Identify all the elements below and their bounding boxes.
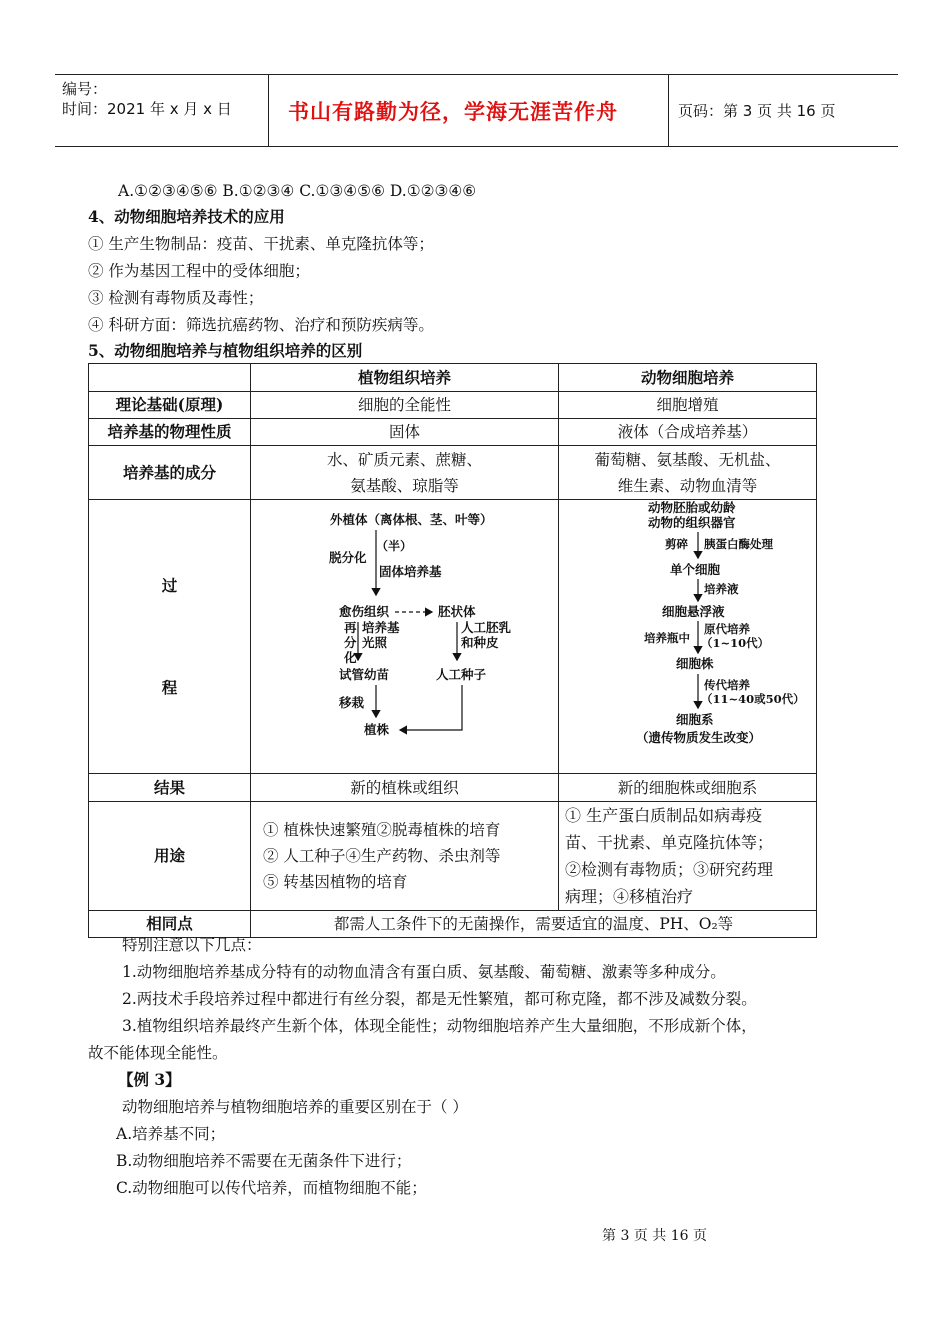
plant-process-cell [251,500,559,774]
flow-suspension: 细胞悬浮液 [661,604,725,619]
table-row [89,774,817,802]
table-row [89,802,817,911]
flow-single-cell: 单个细胞 [669,562,720,577]
section5-title: 5、动物细胞培养与植物组织培养的区别 [88,341,363,360]
table-row [89,419,817,446]
header-top-rule [55,74,898,75]
animal-medium-comp-line-1: 葡萄糖、氨基酸、无机盐、 [594,450,781,469]
example-option-c: C.动物细胞可以传代培养，而植物细胞不能； [116,1179,427,1197]
flow-source-1: 动物胚胎或幼龄 [647,500,736,515]
flow-culture-liquid: 培养液 [703,582,738,596]
section4-item-1: ① 生产生物制品：疫苗、干扰素、单克隆抗体等； [88,235,434,253]
flow-transplant: 移栽 [338,695,364,710]
flow-cell-line: 细胞系 [675,712,714,727]
plant-result: 新的植株或组织 [251,774,559,802]
flow-re: 再 [343,620,357,635]
flow-medium: 培养基 [361,620,400,635]
corner-cell [89,364,251,392]
header-page: 页码：第 3 页 共 16 页 [678,102,836,120]
section4-item-3: ③ 检测有毒物质及毒性； [88,289,264,307]
animal-medium-comp [559,446,817,500]
note-3b: 故不能体现全能性。 [88,1044,228,1062]
header-time: 时间：2021 年 x 月 x 日 [62,100,232,118]
arrow-seed-to-plant [400,685,462,730]
flow-fen: 分 [343,635,357,650]
plant-use-line-3: ⑤ 转基因植物的培育 [263,873,408,891]
flow-artificial-seed: 人工种子 [435,667,486,682]
flow-callus: 愈伤组织 [338,604,389,619]
common-text: 都需人工条件下的无菌操作，需要适宜的温度、PH、O₂等 [251,911,817,938]
col-plant-header: 植物组织培养 [251,364,559,392]
plant-use-line-2: ② 人工种子④生产药物、杀虫剂等 [263,847,501,865]
flow-cell-strain: 细胞株 [675,656,714,671]
flow-half: （半） [375,539,412,553]
example-option-b: B.动物细胞培养不需要在无菌条件下进行； [116,1152,412,1170]
flow-artificial-1: 人工胚乳 [460,620,511,635]
section4-item-2: ② 作为基因工程中的受体细胞； [88,262,310,280]
flow-hua: 化 [343,650,357,665]
row-label-result: 结果 [89,774,251,802]
animal-use-line-3: ②检测有毒物质；③研究药理 [565,860,774,879]
flow-primary-2: （1~10代） [700,636,769,650]
row-label-use: 用途 [89,802,251,911]
note-1: 1.动物细胞培养基成分特有的动物血清含有蛋白质、氨基酸、葡萄糖、激素等多种成分。 [122,963,726,981]
plant-medium-comp-line-2: 氨基酸、琼脂等 [350,476,459,495]
animal-medium-state: 液体（合成培养基） [559,419,817,446]
table-row-process [89,500,817,774]
animal-process-cell [559,500,817,774]
process-label-1: 过 [161,575,178,595]
flow-primary-1: 原代培养 [703,622,750,636]
example-question: 动物细胞培养与植物细胞培养的重要区别在于（ ） [122,1098,468,1116]
flow-cell-line-note: （遗传物质发生改变） [635,730,761,745]
flow-embryoid: 胚状体 [437,604,476,619]
flow-bottle: 培养瓶中 [643,631,690,645]
plant-flow-diagram [252,500,558,765]
header-divider-right [668,74,669,146]
table-row [89,446,817,500]
section4-item-4: ④ 科研方面：筛选抗癌药物、治疗和预防疾病等。 [88,316,434,334]
flow-sub-1: 传代培养 [703,678,750,692]
table-header-row [89,364,817,392]
animal-principle: 细胞增殖 [559,392,817,419]
row-label-medium-comp: 培养基的成分 [89,446,251,500]
animal-use-line-2: 苗、干扰素、单克隆抗体等； [565,833,774,852]
header-divider-left [268,74,269,146]
comparison-table [88,363,817,938]
flow-tube-seedling: 试管幼苗 [338,667,389,682]
example-title: 【例 3】 [118,1070,181,1089]
flow-artificial-2: 和种皮 [460,635,499,650]
flow-source-2: 动物的组织器官 [647,515,736,530]
animal-flow-diagram [560,500,816,765]
animal-use-line-4: 病理；④移植治疗 [565,887,694,906]
plant-use [251,802,559,911]
example-option-a: A.培养基不同； [116,1125,226,1143]
flow-plant: 植株 [363,722,389,737]
note-2: 2.两技术手段培养过程中都进行有丝分裂，都是无性繁殖，都可称克隆，都不涉及减数分裂。 [122,990,757,1008]
animal-use [559,802,817,911]
row-label-medium-state: 培养基的物理性质 [89,419,251,446]
footer-page: 第 3 页 共 16 页 [602,1228,707,1244]
header-bottom-rule [55,146,898,147]
row-label-principle: 理论基础(原理) [89,392,251,419]
plant-medium-comp [251,446,559,500]
animal-use-line-1: ① 生产蛋白质制品如病毒疫 [565,806,763,825]
flow-explant: 外植体（离体根、茎、叶等） [329,512,493,527]
flow-sub-2: （11~40或50代） [700,692,805,706]
header-motto: 书山有路勤为径，学海无涯苦作舟 [288,99,618,124]
row-label-process [89,500,251,774]
flow-dediff: 脱分化 [328,550,367,565]
plant-principle: 细胞的全能性 [251,392,559,419]
animal-result: 新的细胞株或细胞系 [559,774,817,802]
table-row [89,392,817,419]
plant-medium-comp-line-1: 水、矿质元素、蔗糖、 [326,450,482,469]
header-number: 编号： [62,80,108,98]
col-animal-header: 动物细胞培养 [559,364,817,392]
note-3a: 3.植物组织培养最终产生新个体，体现全能性；动物细胞培养产生大量细胞，不形成新个体， [122,1017,757,1035]
plant-medium-state: 固体 [251,419,559,446]
animal-medium-comp-line-2: 维生素、动物血清等 [617,476,758,495]
flow-solid-medium: 固体培养基 [378,564,442,579]
plant-use-line-1: ① 植株快速繁殖②脱毒植株的培育 [263,821,501,839]
answer-options: A.①②③④⑤⑥ B.①②③④ C.①③④⑤⑥ D.①②③④⑥ [118,182,477,200]
flow-trypsin: 胰蛋白酶处理 [703,537,773,551]
notes-title: 特别注意以下几点： [122,936,262,954]
flow-light: 光照 [361,635,387,650]
process-label-2: 程 [161,677,178,697]
flow-mince: 剪碎 [664,537,688,551]
row-label-common: 相同点 [89,911,251,938]
section4-title: 4、动物细胞培养技术的应用 [88,207,285,226]
